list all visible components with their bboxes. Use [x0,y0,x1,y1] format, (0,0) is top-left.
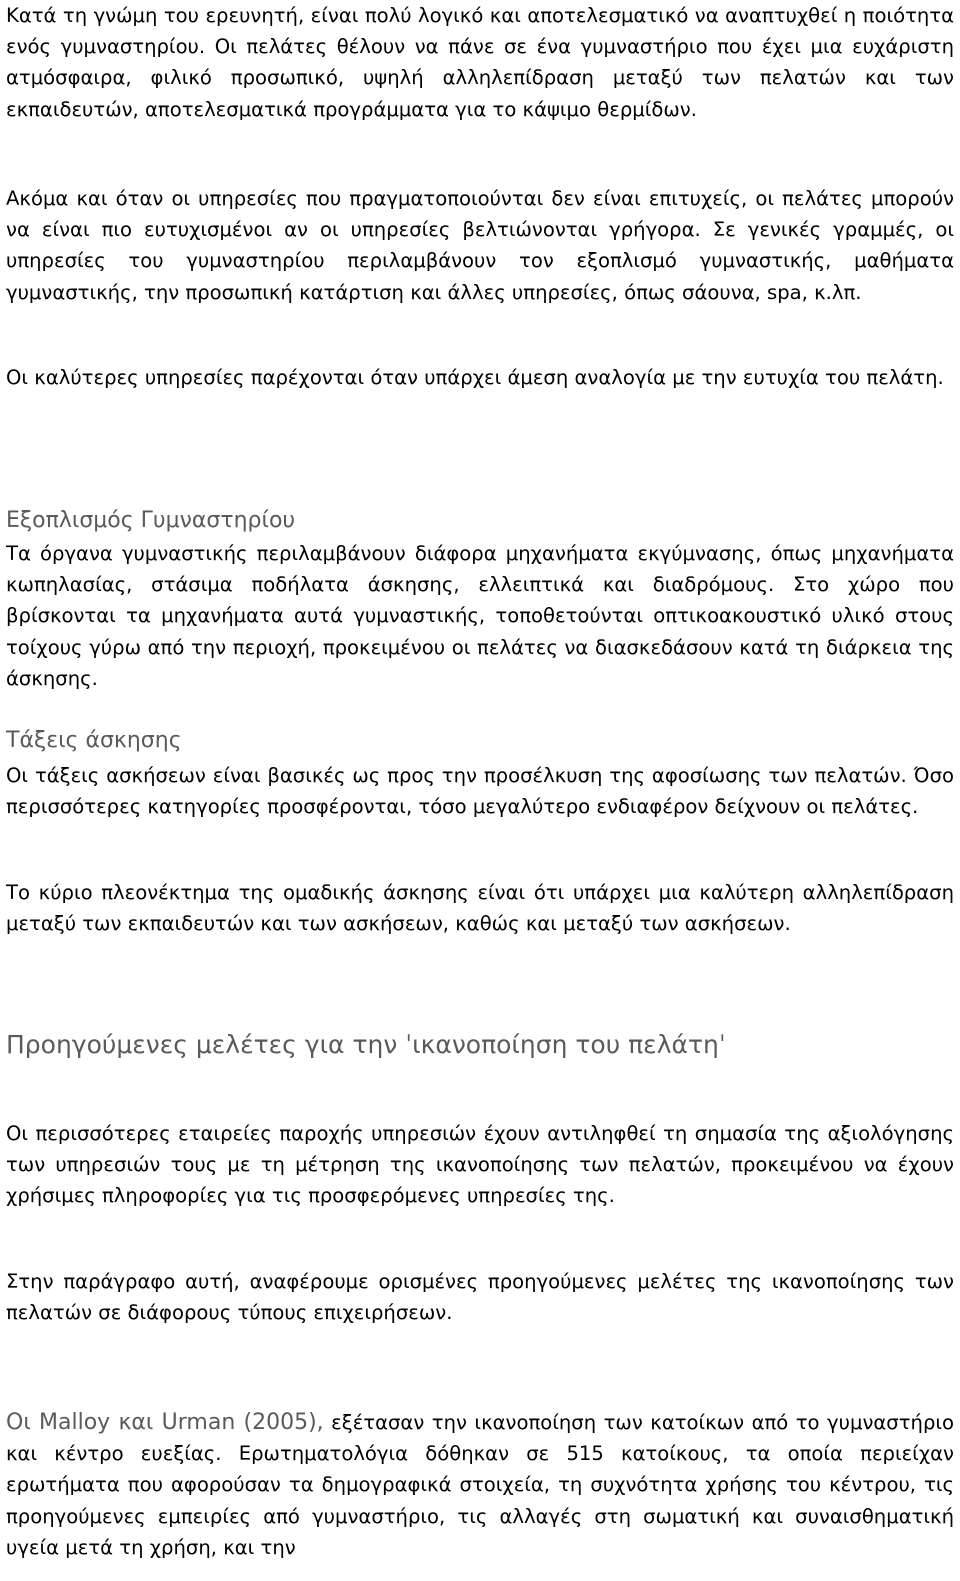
paragraph-equipment: Τα όργανα γυμναστικής περιλαμβάνουν διάφορα μηχανήματα εκγύμνασης, όπως μηχανήματα κωπηλασίας, στάσιμα ποδήλατα άσκησης, ελλειπτικά και διαδρόμους. Στο χώρο που βρίσκονται τα μηχανήματα αυτά γυμναστικής, τοποθετούνται οπτικοακουστικό υλικό στους τοίχους γύρω από την περιοχή, προκειμένου οι πελάτες να διασκεδάσουν κατά τη διάρκεια της άσκησης. [6,542,954,690]
paragraph-intro: Κατά τη γνώμη του ερευνητή, είναι πολύ λογικό και αποτελεσματικό να αναπτυχθεί η ποιότητα ενός γυμναστηρίου. Οι πελάτες θέλουν να πάνε σε ένα γυμναστήριο που έχει μια ευχάριστη ατμόσφαιρα, φιλικό προσωπικό, υψηλή αλληλεπίδραση μεταξύ των πελατών και των εκπαιδευτών, αποτελεσματικά προγράμματα για το κάψιμο θερμίδων. [6,4,954,121]
paragraph-malloy-urman-text: εξέτασαν την ικανοποίηση των κατοίκων από το γυμναστήριο και κέντρο ευεξίας. Ερωτηματολόγια δόθηκαν σε 515 κατοίκους, τα οποία περιείχαν ερωτήματα που αφορούσαν τα δημογραφικά στοιχεία, τη συχνότητα χρήσης του κέντρου, τις προηγούμενες εμπειρίες από γυμναστήριο, τις αλλαγές στη σωματική και συναισθηματική υγεία μετά τη χρήση, και την [6,1411,954,1559]
heading-previous-studies: Προηγούμενες μελέτες για την ˈικανοποίηση του πελάτηˈ [6,1030,726,1059]
paragraph-companies: Οι περισσότερες εταιρείες παροχής υπηρεσιών έχουν αντιληφθεί τη σημασία της αξιολόγησης των υπηρεσιών τους με τη μέτρηση της ικανοποίησης των πελατών, προκειμένου να έχουν χρήσιμες πληροφορίες για τις προσφερόμενες υπηρεσίες της. [6,1122,954,1208]
paragraph-classes: Οι τάξεις ασκήσεων είναι βασικές ως προς την προσέλκυση της αφοσίωσης των πελατών. Όσο περισσότερες κατηγορίες προσφέρονται, τόσο μεγαλύτερο ενδιαφέρον δείχνουν οι πελάτες. [6,764,954,819]
citation-malloy-urman: Οι Malloy και Urman (2005), [6,1410,324,1435]
paragraph-group-exercise: Το κύριο πλεονέκτημα της ομαδικής άσκησης είναι ότι υπάρχει μια καλύτερη αλληλεπίδραση μεταξύ των εκπαιδευτών και των ασκήσεων, καθώς και μεταξύ των ασκήσεων. [6,881,954,936]
heading-gym-equipment: Εξοπλισμός Γυμναστηρίου [6,508,296,533]
paragraph-services: Ακόμα και όταν οι υπηρεσίες που πραγματοποιούνται δεν είναι επιτυχείς, οι πελάτες μπορούν να είναι πιο ευτυχισμένοι αν οι υπηρεσίες βελτιώνονται γρήγορα. Σε γενικές γραμμές, οι υπηρεσίες του γυμναστηρίου περιλαμβάνουν τον εξοπλισμό γυμναστικής, μαθήματα γυμναστικής, την προσωπική κατάρτιση και άλλες υπηρεσίες, όπως σάουνα, spa, κ.λπ. [6,187,954,304]
paragraph-best-services: Οι καλύτερες υπηρεσίες παρέχονται όταν υπάρχει άμεση αναλογία με την ευτυχία του πελάτη. [6,366,944,389]
heading-exercise-classes: Τάξεις άσκησης [6,728,182,753]
paragraph-this-section: Στην παράγραφο αυτή, αναφέρουμε ορισμένες προηγούμενες μελέτες της ικανοποίησης των πελατών σε διάφορους τύπους επιχειρήσεων. [6,1270,954,1325]
paragraph-malloy-urman [6,1407,954,1563]
